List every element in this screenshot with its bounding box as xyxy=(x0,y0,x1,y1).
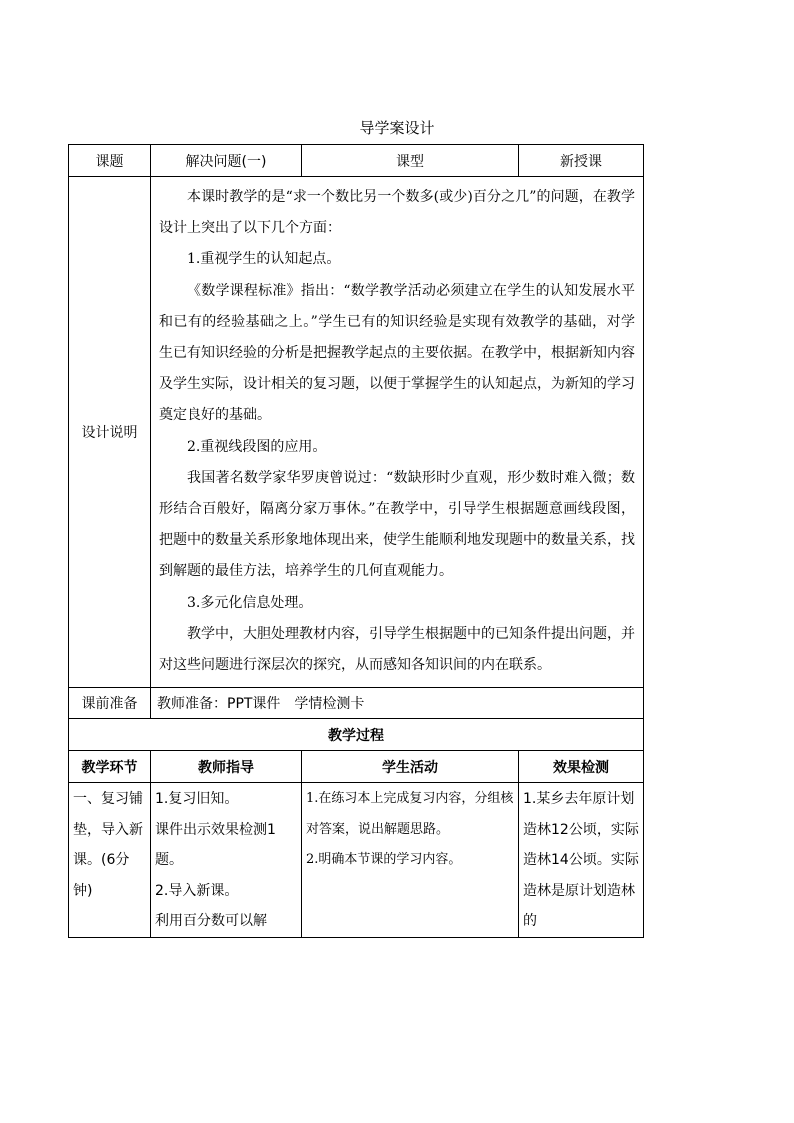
check-cell xyxy=(519,783,644,938)
check-text: 1.某乡去年原计划造林12公顷，实际造林14公顷。实际造林是原计划造林的 xyxy=(523,791,639,930)
teacher-line: 2.导入新课。 xyxy=(155,882,239,899)
design-paragraph: 3.多元化信息处理。 xyxy=(187,594,313,611)
design-paragraph: 2.重视线段图的应用。 xyxy=(187,438,327,455)
header-row xyxy=(69,145,644,177)
design-paragraph: 我国著名数学家华罗庚曾说过：“数缺形时少直观，形少数时难入微；数形结合百般好，隔离分家万事休。”在教学中，引导学生根据题意画线段图，把题中的数量关系形象地体现出来，使学生能顺利地发现题中的数量关系，找到解题的最佳方法，培养学生的几何直观能力。 xyxy=(159,469,635,580)
column-header: 学生活动 xyxy=(302,751,519,783)
topic-value: 解决问题(一) xyxy=(151,145,302,177)
column-header: 教师指导 xyxy=(151,751,302,783)
column-header: 效果检测 xyxy=(519,751,644,783)
teacher-cell xyxy=(151,783,302,938)
process-title: 教学过程 xyxy=(69,719,644,751)
teacher-line: 利用百分数可以解 xyxy=(155,913,267,930)
design-paragraph: 1.重视学生的认知起点。 xyxy=(187,251,341,268)
type-label: 课型 xyxy=(302,145,519,177)
topic-label: 课题 xyxy=(69,145,151,177)
design-label: 设计说明 xyxy=(69,177,151,688)
design-content xyxy=(151,177,644,688)
process-row xyxy=(69,783,644,938)
prep-label: 课前准备 xyxy=(69,688,151,719)
design-paragraph: 教学中，大胆处理教材内容，引导学生根据题中的已知条件提出问题，并对这些问题进行深层次的探究，从而感知各知识间的内在联系。 xyxy=(159,625,635,674)
stage-text: 一、复习铺垫，导入新课。(6分钟) xyxy=(73,791,143,899)
design-paragraph: 本课时教学的是“求一个数比另一个数多(或少)百分之几”的问题，在教学设计上突出了以下几个方面： xyxy=(159,189,635,237)
document-title: 导学案设计 xyxy=(359,119,435,137)
column-header: 教学环节 xyxy=(69,751,151,783)
lesson-plan-table xyxy=(68,144,644,938)
student-line: 2.明确本节课的学习内容。 xyxy=(306,852,462,868)
stage-cell xyxy=(69,783,151,938)
process-title-row xyxy=(69,719,644,751)
prep-row xyxy=(69,688,644,719)
design-row xyxy=(69,177,644,688)
teacher-line: 1.复习旧知。 xyxy=(155,791,239,808)
prep-value: 教师准备：PPT课件 学情检测卡 xyxy=(151,688,644,719)
type-value: 新授课 xyxy=(519,145,644,177)
process-header-row xyxy=(69,751,644,783)
teacher-line: 课件出示效果检测1题。 xyxy=(155,821,276,869)
student-line: 1.在练习本上完成复习内容，分组核对答案，说出解题思路。 xyxy=(306,791,514,837)
design-paragraph: 《数学课程标准》指出：“数学教学活动必须建立在学生的认知发展水平和已有的经验基础之上。”学生已有的知识经验是实现有效教学的基础，对学生已有知识经验的分析是把握教学起点的主要依据。在教学中，根据新知内容及学生实际，设计相关的复习题，以便于掌握学生的认知起点，为新知的学习奠定良好的基础。 xyxy=(159,282,635,424)
student-cell xyxy=(302,783,519,938)
